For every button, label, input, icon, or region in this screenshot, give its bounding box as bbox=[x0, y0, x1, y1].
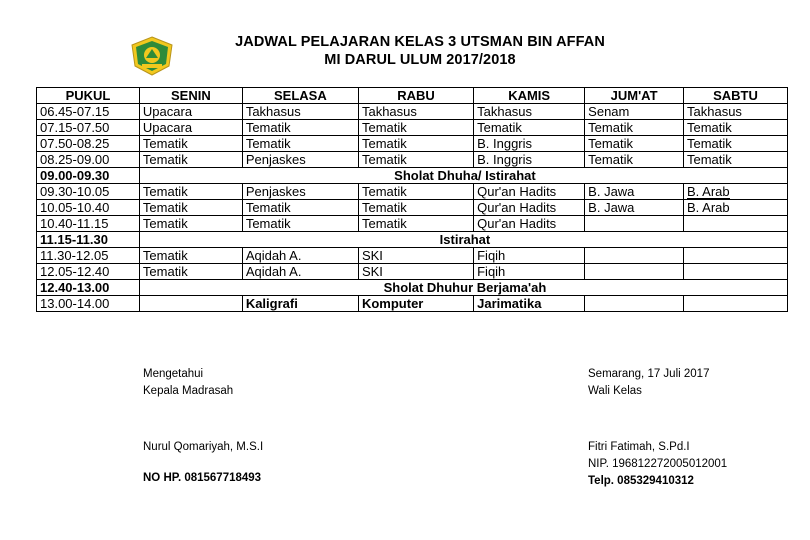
time-cell: 13.00-14.00 bbox=[37, 296, 140, 312]
table-cell: Tematik bbox=[585, 152, 684, 168]
table-cell: Takhasus bbox=[684, 104, 788, 120]
table-cell: B. Arab bbox=[684, 200, 788, 216]
school-emblem-icon bbox=[129, 36, 175, 76]
break-cell: Istirahat bbox=[139, 232, 787, 248]
table-cell: B. Jawa bbox=[585, 200, 684, 216]
column-header: SELASA bbox=[242, 88, 358, 104]
principal-name: Nurul Qomariyah, M.S.I bbox=[143, 441, 264, 453]
table-cell: Tematik bbox=[139, 248, 242, 264]
schedule-table bbox=[36, 87, 788, 312]
table-cell: Tematik bbox=[684, 152, 788, 168]
table-cell: Tematik bbox=[139, 216, 242, 232]
time-cell: 11.15-11.30 bbox=[37, 232, 140, 248]
table-row bbox=[37, 296, 788, 312]
table-cell: Tematik bbox=[242, 120, 358, 136]
table-cell: B. Inggris bbox=[474, 136, 585, 152]
table-cell: Tematik bbox=[139, 264, 242, 280]
time-cell: 11.30-12.05 bbox=[37, 248, 140, 264]
table-cell: Tematik bbox=[139, 200, 242, 216]
table-cell: SKI bbox=[358, 264, 473, 280]
table-cell: Kaligrafi bbox=[242, 296, 358, 312]
table-cell: Tematik bbox=[139, 152, 242, 168]
table-row-break bbox=[37, 168, 788, 184]
table-cell: Takhasus bbox=[474, 104, 585, 120]
table-cell: Upacara bbox=[139, 120, 242, 136]
table-cell: Qur'an Hadits bbox=[474, 184, 585, 200]
break-cell: Sholat Dhuhur Berjama'ah bbox=[139, 280, 787, 296]
table-cell: Tematik bbox=[358, 120, 473, 136]
table-cell bbox=[684, 264, 788, 280]
time-cell: 06.45-07.15 bbox=[37, 104, 140, 120]
table-row bbox=[37, 120, 788, 136]
table-cell: Tematik bbox=[242, 216, 358, 232]
time-cell: 09.00-09.30 bbox=[37, 168, 140, 184]
table-cell: Tematik bbox=[358, 136, 473, 152]
table-cell: Takhasus bbox=[358, 104, 473, 120]
column-header: PUKUL bbox=[37, 88, 140, 104]
table-cell bbox=[585, 296, 684, 312]
signing-date: Semarang, 17 Juli 2017 bbox=[588, 368, 710, 380]
teacher-block bbox=[588, 439, 727, 490]
table-cell: Tematik bbox=[585, 120, 684, 136]
principal-role: Kepala Madrasah bbox=[143, 385, 234, 397]
table-cell: Fiqih bbox=[474, 264, 585, 280]
table-cell: Jarimatika bbox=[474, 296, 585, 312]
table-cell: Tematik bbox=[474, 120, 585, 136]
table-cell: Tematik bbox=[139, 184, 242, 200]
table-row bbox=[37, 264, 788, 280]
teacher-role: Wali Kelas bbox=[588, 385, 642, 397]
table-cell: Tematik bbox=[358, 152, 473, 168]
cell-text: B. Arab bbox=[687, 184, 730, 199]
table-header-row bbox=[37, 88, 788, 104]
table-cell bbox=[684, 248, 788, 264]
time-cell: 10.05-10.40 bbox=[37, 200, 140, 216]
principal-phone: NO HP. 081567718493 bbox=[143, 472, 262, 484]
table-cell bbox=[585, 216, 684, 232]
column-header: SABTU bbox=[684, 88, 788, 104]
table-cell: Tematik bbox=[242, 136, 358, 152]
table-cell: Upacara bbox=[139, 104, 242, 120]
table-cell: Qur'an Hadits bbox=[474, 200, 585, 216]
table-cell: Aqidah A. bbox=[242, 248, 358, 264]
table-row bbox=[37, 104, 788, 120]
table-cell: Tematik bbox=[684, 136, 788, 152]
table-cell: Senam bbox=[585, 104, 684, 120]
acknowledge-label: Mengetahui bbox=[143, 368, 204, 380]
teacher-name: Fitri Fatimah, S.Pd.I bbox=[588, 441, 690, 453]
teacher-nip: NIP. 196812272005012001 bbox=[588, 458, 728, 470]
column-header: JUM'AT bbox=[585, 88, 684, 104]
table-cell: Tematik bbox=[242, 200, 358, 216]
table-cell: B. Jawa bbox=[585, 184, 684, 200]
table-cell: B. Inggris bbox=[474, 152, 585, 168]
table-cell: Tematik bbox=[585, 136, 684, 152]
time-cell: 07.50-08.25 bbox=[37, 136, 140, 152]
page-subtitle: MI DARUL ULUM 2017/2018 bbox=[324, 52, 516, 68]
time-cell: 07.15-07.50 bbox=[37, 120, 140, 136]
table-cell bbox=[684, 184, 788, 200]
footer-left bbox=[143, 366, 233, 400]
time-cell: 08.25-09.00 bbox=[37, 152, 140, 168]
table-row bbox=[37, 200, 788, 216]
table-row bbox=[37, 136, 788, 152]
footer-right bbox=[588, 366, 709, 400]
column-header: SENIN bbox=[139, 88, 242, 104]
time-cell: 12.05-12.40 bbox=[37, 264, 140, 280]
table-row bbox=[37, 152, 788, 168]
table-cell bbox=[684, 216, 788, 232]
table-cell: Penjaskes bbox=[242, 152, 358, 168]
break-cell: Sholat Dhuha/ Istirahat bbox=[139, 168, 787, 184]
table-cell bbox=[585, 264, 684, 280]
table-cell: Qur'an Hadits bbox=[474, 216, 585, 232]
teacher-phone: Telp. 085329410312 bbox=[588, 475, 694, 487]
table-row bbox=[37, 184, 788, 200]
table-cell bbox=[139, 296, 242, 312]
time-cell: 10.40-11.15 bbox=[37, 216, 140, 232]
table-cell: SKI bbox=[358, 248, 473, 264]
column-header: RABU bbox=[358, 88, 473, 104]
table-cell: Komputer bbox=[358, 296, 473, 312]
table-cell bbox=[684, 296, 788, 312]
table-cell: Tematik bbox=[358, 216, 473, 232]
table-row-break bbox=[37, 232, 788, 248]
table-cell: Aqidah A. bbox=[242, 264, 358, 280]
table-cell: Tematik bbox=[684, 120, 788, 136]
table-cell: Takhasus bbox=[242, 104, 358, 120]
table-cell bbox=[585, 248, 684, 264]
table-cell: Tematik bbox=[139, 136, 242, 152]
table-row bbox=[37, 216, 788, 232]
table-row bbox=[37, 248, 788, 264]
table-cell: Penjaskes bbox=[242, 184, 358, 200]
time-cell: 09.30-10.05 bbox=[37, 184, 140, 200]
table-cell: Tematik bbox=[358, 200, 473, 216]
page-title: JADWAL PELAJARAN KELAS 3 UTSMAN BIN AFFAN bbox=[235, 34, 605, 50]
time-cell: 12.40-13.00 bbox=[37, 280, 140, 296]
table-row-break bbox=[37, 280, 788, 296]
column-header: KAMIS bbox=[474, 88, 585, 104]
table-cell: Tematik bbox=[358, 184, 473, 200]
table-cell: Fiqih bbox=[474, 248, 585, 264]
